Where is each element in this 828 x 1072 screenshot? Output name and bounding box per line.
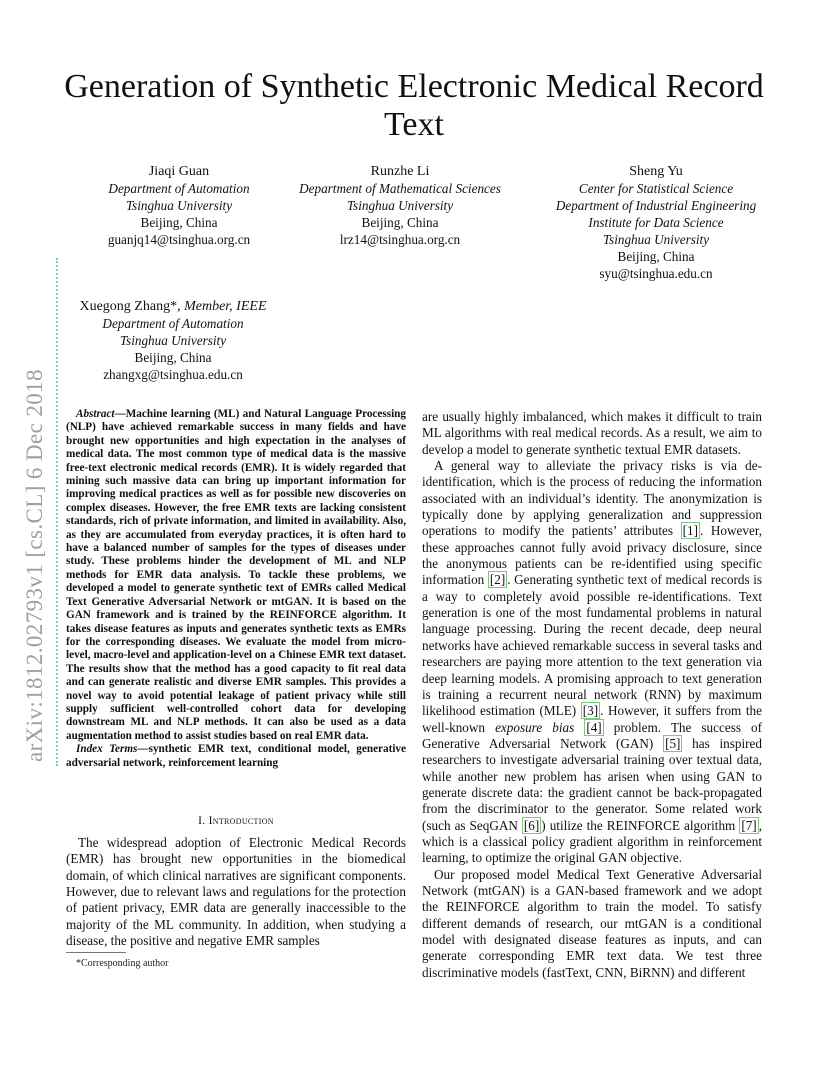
author-location: Beijing, China (134, 350, 212, 365)
author-affiliation: Department of Automation (108, 181, 250, 196)
author-membership: Member, IEEE (184, 299, 267, 314)
author-affiliation: Institute for Data Science (588, 215, 724, 230)
abstract-paragraph (66, 408, 406, 743)
author-block (290, 163, 510, 248)
right-column (422, 409, 762, 981)
text-run: . However, it suffers from the well-known (422, 703, 762, 735)
text-run: A general way to alleviate the privacy risks is via de-identification, which is the process of reducing the information associated with an individual’s identity. The anonymization is typically done by applying generalization and suppression operations to modify the patients’ attributes (422, 458, 762, 539)
author-affiliation: Department of Automation (102, 316, 244, 331)
intro-left-column (66, 835, 406, 949)
author-name: Jiaqi Guan (148, 164, 210, 179)
text-run: . However, these approaches cannot fully avoid privacy disclosure, since the anonymous patients can be re-identified using specific information (422, 523, 762, 588)
right-paragraph-3: Our proposed model Medical Text Generative Adversarial Network (mtGAN) is a GAN-based framework and we adopt the REINFORCE algorithm to train the model. To satisfy different demands of research, our mtGAN is a conditional model with designated disease features as inputs, and can generate corresponding EMR text data. We test three discriminative models (fastText, CNN, BiRNN) and different (422, 866, 762, 980)
text-run: has inspired researchers to investigate adversarial training over textual data, while another new problem has arisen when using GAN to generate discrete data: the gradient cannot be back-propagated from the discriminator to the generator. Some related work (such as SeqGAN (422, 735, 762, 833)
section-heading (66, 815, 406, 827)
abstract (66, 408, 406, 770)
citation-link[interactable]: [4] (586, 719, 602, 735)
author-affiliation: Department of Mathematical Sciences (299, 181, 501, 196)
citation-link[interactable]: [5] (665, 735, 681, 751)
text-run: , which is a classical policy gradient algorithm in reinforcement learning, to optimize the original GAN objective. (422, 817, 762, 866)
author-name-text: Xuegong Zhang*, (79, 299, 181, 314)
author-block (70, 163, 288, 248)
author-location: Beijing, China (617, 249, 695, 264)
author-affiliation: Tsinghua University (125, 198, 233, 213)
author-name (58, 298, 288, 315)
text-run: ) utilize the REINFORCE algorithm (541, 817, 740, 833)
author-block (540, 163, 772, 282)
footnote: *Corresponding author (76, 958, 169, 969)
author-location: Beijing, China (361, 215, 439, 230)
author-name: Sheng Yu (629, 164, 683, 179)
author-location: Beijing, China (140, 215, 218, 230)
author-block (58, 298, 288, 383)
index-terms-label: Index Terms (76, 743, 138, 756)
citation-link[interactable]: [2] (489, 572, 506, 588)
footnote-rule (66, 952, 126, 953)
author-affiliation: Tsinghua University (346, 198, 454, 213)
author-email: guanjq14@tsinghua.org.cn (107, 232, 251, 247)
author-email: lrz14@tsinghua.org.cn (339, 232, 461, 247)
author-affiliation: Center for Statistical Science (578, 181, 734, 196)
paper-title: Generation of Synthetic Electronic Medical Record Text (64, 68, 764, 143)
section-title: Introduction (208, 815, 274, 827)
author-name: Runzhe Li (370, 164, 430, 179)
citation-link[interactable]: [7] (741, 817, 757, 833)
author-affiliation: Tsinghua University (119, 333, 227, 348)
citation-link[interactable]: [6] (523, 817, 540, 833)
right-paragraph-1: are usually highly imbalanced, which makes it difficult to train ML algorithms with real medical records. As a result, we aim to develop a model to generate synthetic textual EMR datasets. (422, 409, 762, 457)
text-run: problem. The success of Generative Adversarial Network (GAN) (422, 719, 763, 751)
emphasis-text: exposure bias (495, 719, 575, 735)
abstract-text: —Machine learning (ML) and Natural Language Processing (NLP) have achieved remarkable success in many fields and have brought new opportunities and high expectation in the analyses of medical data. The most common type of medical data is the massive free-text electronic medical records (EMR). It is widely regarded that mining such massive data can bring up important information for improving medical practices as well as for possible new discoveries on complex diseases. However, the free EMR texts are lacking consistent standards, rich of private information, and limited in availability. Also, as they are accumulated from everyday practices, it is often hard to have a balanced number of samples for the types of diseases under study. These problems hinder the development of ML and NLP methods for EMR data analysis. To tackle these problems, we developed a model to generate synthetic text of EMRs called Medical Text Generative Adversarial Network or mtGAN. It is based on the GAN framework and is trained by the REINFORCE algorithm. It takes disease features as inputs and generates synthetic texts as EMRs for the corresponding diseases. We evaluate the model from micro-level, macro-level and application-level on a Chinese EMR text dataset. The results show that the method has a good capacity to fit real data and can generate realistic and diverse EMR samples. This provides a novel way to avoid potential leakage of patient privacy while still supply sufficient well-controlled cohort data for developing downstream ML and NLP methods. It can also be used as a data augmentation method to assist studies based on real EMR data. (66, 408, 406, 742)
index-terms (66, 743, 406, 770)
author-email: zhangxg@tsinghua.edu.cn (103, 367, 243, 382)
citation-link[interactable]: [3] (582, 703, 599, 719)
citation-link[interactable]: [1] (682, 523, 698, 539)
text-run: . Generating synthetic text of medical records is a way to completely avoid possible re-identifications. Text generation is one of the most fundamental problems in natural language processing. During the recent decade, deep neural networks have achieved remarkable success in several tasks and researchers are paying more attention to the text generation via deep learning models. A promising approach to text generation is training a recurrent neural network (RNN) by maximum likelihood estimation (MLE) (422, 572, 762, 719)
right-paragraph-2 (422, 458, 762, 867)
author-email: syu@tsinghua.edu.cn (599, 266, 713, 281)
author-affiliation: Department of Industrial Engineering (555, 198, 757, 213)
abstract-label: Abstract (76, 408, 115, 420)
author-affiliation: Tsinghua University (602, 232, 710, 247)
arxiv-identifier: arXiv:1812.02793v1 [cs.CL] 6 Dec 2018 (22, 369, 47, 762)
section-number: I. (198, 815, 206, 827)
index-terms-text: —synthetic EMR text, conditional model, generative adversarial network, reinforcement learning (66, 743, 406, 769)
intro-paragraph: The widespread adoption of Electronic Medical Records (EMR) has brought new opportunities in the biomedical domain, of which clinical narratives are significant components. However, due to relevant laws and regulations for the protection of patient privacy, EMR data are generally inaccessible to the majority of the ML community. In addition, when studying a disease, the positive and negative EMR samples (66, 835, 406, 949)
